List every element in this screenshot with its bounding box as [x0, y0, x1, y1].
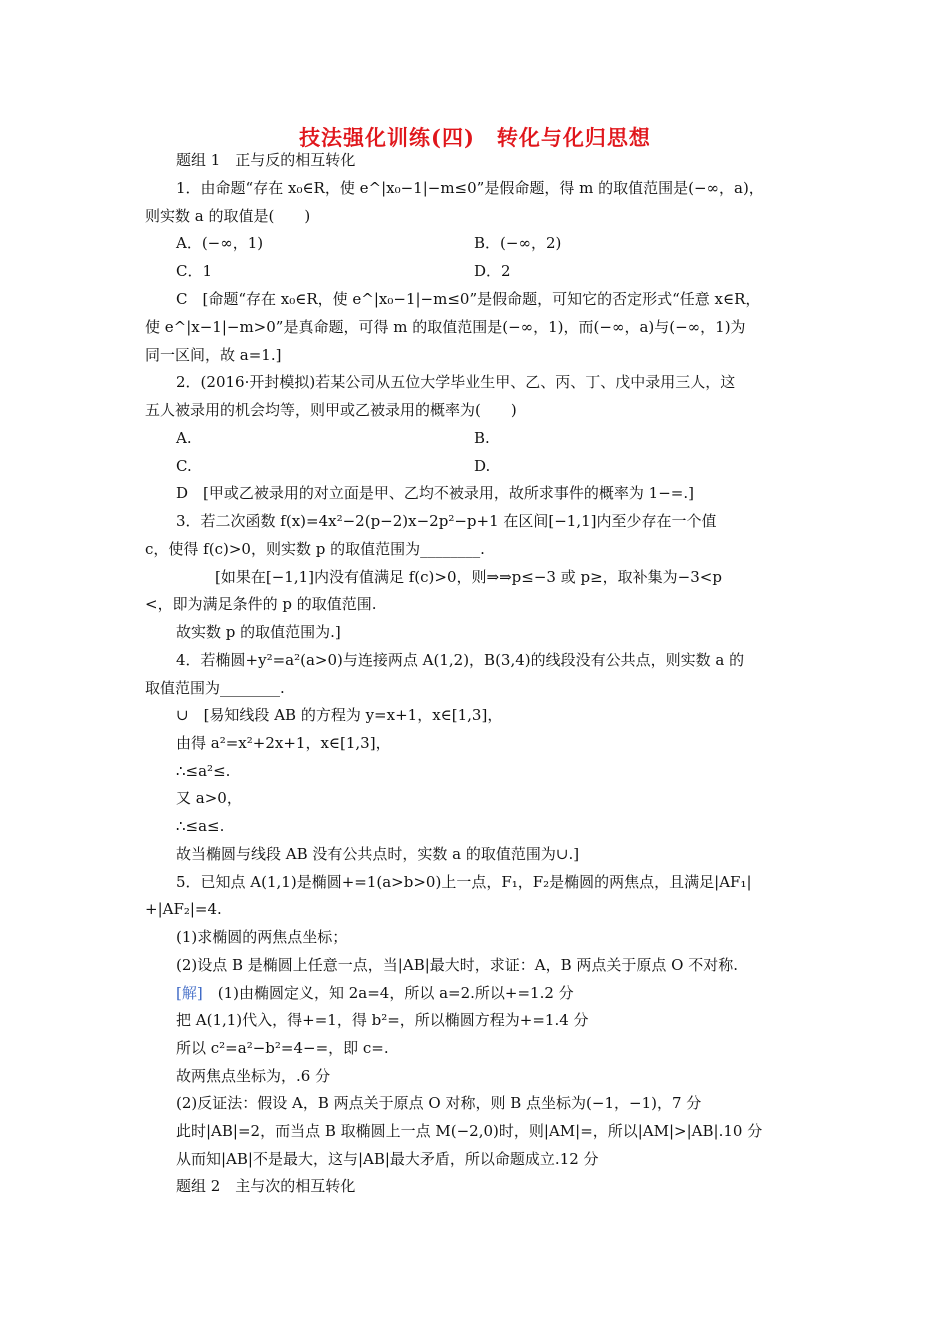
answer-4: 由得 a²=x²+2x+1，x∈[1,3]， — [176, 734, 391, 752]
question-5-text: 5．已知点 A(1,1)是椭圆+=1(a>b>0)上一点，F₁，F₂是椭圆的两焦点，且满足|AF₁| — [176, 873, 752, 891]
solution-line: 从而知|AB|不是最大，这与|AB|最大矛盾，所以命题成立.12 分 — [176, 1150, 599, 1168]
option-a: A．(−∞，1) — [176, 234, 264, 252]
answer-2: D [甲或乙被录用的对立面是甲、乙均不被录用，故所求事件的概率为 1−=.] — [176, 484, 694, 502]
option-d: D. — [474, 457, 491, 475]
answer-1: 同一区间，故 a=1.] — [145, 346, 282, 364]
answer-4: ∪ [易知线段 AB 的方程为 y=x+1，x∈[1,3]， — [176, 706, 503, 724]
option-c: C. — [176, 457, 192, 475]
answer-3: [如果在[−1,1]内没有值满足 f(c)>0，则⇒⇒p≤−3 或 p≥，取补集为−3<p — [200, 568, 722, 586]
solution-line: 所以 c²=a²−b²=4−=，即 c=. — [176, 1039, 389, 1057]
answer-4: 故当椭圆与线段 AB 没有公共点时，实数 a 的取值范围为∪.] — [176, 845, 580, 863]
solution-line — [176, 983, 574, 1003]
option-c: C．1 — [176, 262, 213, 280]
group-heading: 题组 1 正与反的相互转化 — [176, 151, 356, 169]
answer-3: <，即为满足条件的 p 的取值范围. — [145, 595, 377, 613]
answer-1: 使 e^|x−1|−m>0”是真命题，可得 m 的取值范围是(−∞，1)，而(−∞，a)与(−∞，1)为 — [145, 318, 746, 336]
answer-4: 又 a>0， — [176, 789, 242, 807]
question-1-text: 1．由命题“存在 x₀∈R，使 e^|x₀−1|−m≤0”是假命题，得 m 的取值范围是(−∞，a)， — [176, 179, 764, 197]
answer-4: ∴≤a²≤. — [176, 762, 231, 780]
answer-4: ∴≤a≤. — [176, 817, 225, 835]
question-2-text: 2．(2016·开封模拟)若某公司从五位大学毕业生甲、乙、丙、丁、戊中录用三人，这 — [176, 373, 736, 391]
option-a: A. — [176, 429, 192, 447]
question-2-text: 五人被录用的机会均等，则甲或乙被录用的概率为( ) — [145, 401, 517, 419]
solution-tag: [解] — [176, 984, 203, 1002]
question-5-part-1: (1)求椭圆的两焦点坐标； — [176, 928, 348, 946]
answer-1: C [命题“存在 x₀∈R，使 e^|x₀−1|−m≤0”是假命题，可知它的否定形式“任意 x∈R， — [176, 290, 761, 308]
group-heading: 题组 2 主与次的相互转化 — [176, 1177, 356, 1195]
solution-line: 把 A(1,1)代入，得+=1，得 b²=，所以椭圆方程为+=1.4 分 — [176, 1011, 589, 1029]
question-4-text: 4．若椭圆+y²=a²(a>0)与连接两点 A(1,2)，B(3,4)的线段没有公共点，则实数 a 的 — [176, 651, 745, 669]
page-title: 技法强化训练(四) 转化与化归思想 — [299, 125, 651, 150]
question-3-text: c，使得 f(c)>0，则实数 p 的取值范围为________. — [145, 540, 485, 558]
question-5-part-2: (2)设点 B 是椭圆上任意一点，当|AB|最大时，求证：A，B 两点关于原点 O 不对称. — [176, 956, 738, 974]
solution-line: 故两焦点坐标为，.6 分 — [176, 1067, 331, 1085]
question-1-text: 则实数 a 的取值是( ) — [145, 207, 311, 225]
solution-line: (2)反证法：假设 A，B 两点关于原点 O 对称，则 B 点坐标为(−1，−1)，7 分 — [176, 1094, 702, 1112]
option-b: B．(−∞，2) — [474, 234, 562, 252]
question-5-text: +|AF₂|=4. — [145, 900, 222, 918]
option-d: D．2 — [474, 262, 511, 280]
question-3-text: 3．若二次函数 f(x)=4x²−2(p−2)x−2p²−p+1 在区间[−1,1]内至少存在一个值 — [176, 512, 717, 530]
solution-text: (1)由椭圆定义，知 2a=4，所以 a=2.所以+=1.2 分 — [202, 984, 574, 1002]
question-4-text: 取值范围为________. — [145, 679, 285, 697]
solution-line: 此时|AB|=2，而当点 B 取椭圆上一点 M(−2,0)时，则|AM|=，所以|AM|>|AB|.10 分 — [176, 1122, 763, 1140]
option-b: B. — [474, 429, 490, 447]
answer-3: 故实数 p 的取值范围为.] — [176, 623, 341, 641]
